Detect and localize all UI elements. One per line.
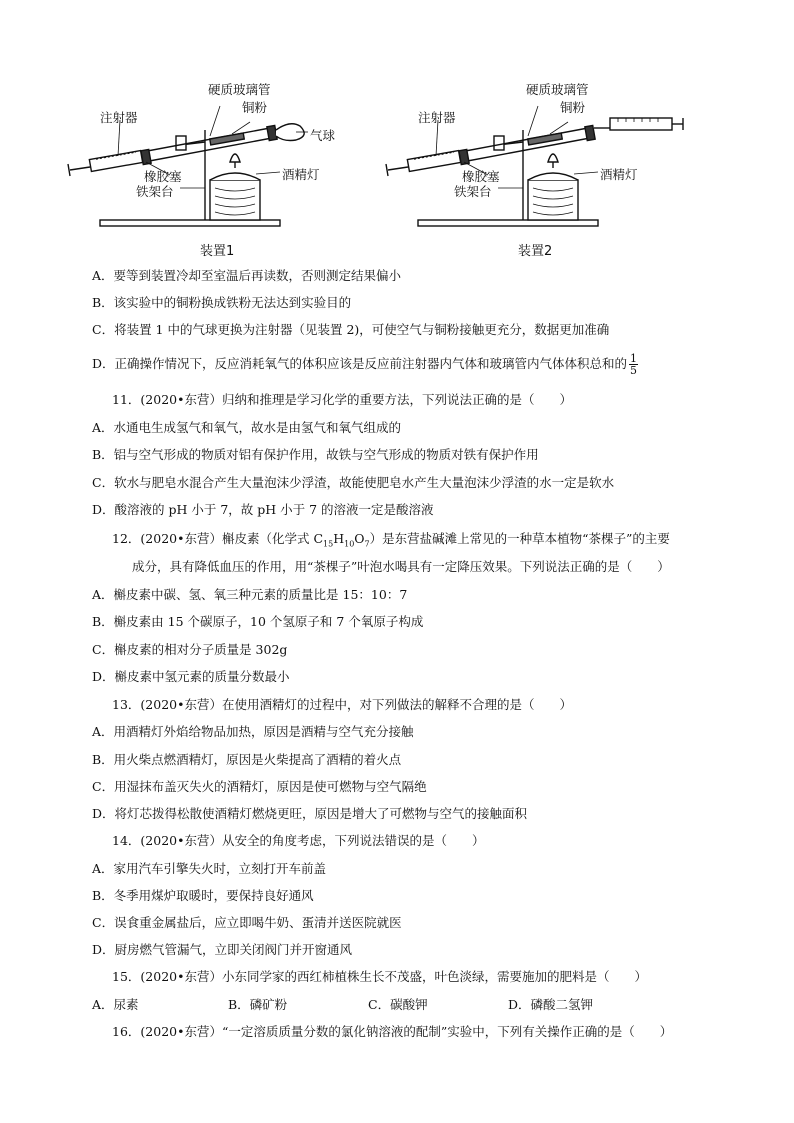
q12-option-d: D．槲皮素中氢元素的质量分数最小 [92,669,290,684]
q10-option-c: C．将装置 1 中的气球更换为注射器（见装置 2)，可使空气与铜粉接触更充分，数据更加准确 [92,322,610,337]
q12-stem-d: ）是东营盐碱滩上常见的一种草本植物“茶棵子”的主要 [369,531,670,546]
figure-2-caption: 装置2 [518,244,553,259]
q14-option-b: B．冬季用煤炉取暖时，要保持良好通风 [92,888,314,903]
apparatus-1-figure [60,70,400,265]
fraction-denominator: 5 [630,364,638,377]
q16-stem: 16．(2020•东营）“一定溶质质量分数的氯化钠溶液的配制”实验中，下列有关操作正确的是（ ） [112,1024,673,1039]
q10-option-d [92,353,638,376]
q12-option-b: B．槲皮素由 15 个碳原子，10 个氢原子和 7 个氧原子构成 [92,614,424,629]
label-stand: 铁架台 [136,184,174,199]
q12-stem [112,531,670,553]
q10-option-a: A．要等到装置冷却至室温后再读数，否则测定结果偏小 [92,268,402,283]
label-copper: 铜粉 [560,100,586,115]
fraction-numerator: 1 [630,352,638,365]
fraction-one-fifth [629,353,638,376]
q14-option-c: C．误食重金属盐后，应立即喝牛奶、蛋清并送医院就医 [92,915,402,930]
label-stopper: 橡胶塞 [462,169,500,184]
q12-stem-continuation: 成分，具有降低血压的作用，用“茶棵子”叶泡水喝具有一定降压效果。下列说法正确的是（ ） [132,559,670,574]
q11-option-b: B．铝与空气形成的物质对铝有保护作用，故铁与空气形成的物质对铁有保护作用 [92,447,539,462]
apparatus-2-figure [378,70,718,265]
q12-option-c: C．槲皮素的相对分子质量是 302g [92,642,288,657]
apparatus-2-drawing [378,70,718,265]
apparatus-figures [60,70,740,265]
label-copper: 铜粉 [242,100,268,115]
q13-option-c: C．用湿抹布盖灭失火的酒精灯，原因是使可燃物与空气隔绝 [92,779,427,794]
figure-1-caption: 装置1 [200,244,235,259]
label-hard-tube: 硬质玻璃管 [526,82,589,97]
label-lamp: 酒精灯 [600,167,638,182]
q13-option-b: B．用火柴点燃酒精灯，原因是火柴提高了酒精的着火点 [92,752,402,767]
label-syringe: 注射器 [100,110,138,125]
label-hard-tube: 硬质玻璃管 [208,82,271,97]
q12-stem-a: 12．(2020•东营）槲皮素（化学式 C [112,531,324,546]
q14-stem: 14．(2020•东营）从安全的角度考虑，下列说法错误的是（ ） [112,833,485,848]
q13-option-d: D．将灯芯拨得松散使酒精灯燃烧更旺，原因是增大了可燃物与空气的接触面积 [92,806,528,821]
q11-stem: 11．(2020•东营）归纳和推理是学习化学的重要方法，下列说法正确的是（ ） [112,392,572,407]
q11-option-c: C．软水与肥皂水混合产生大量泡沫少浮渣，故能使肥皂水产生大量泡沫少浮渣的水一定是软水 [92,475,615,490]
q10-option-b: B．该实验中的铜粉换成铁粉无法达到实验目的 [92,295,352,310]
q15-option-d: D．磷酸二氢钾 [508,997,594,1012]
apparatus-1-drawing [60,70,400,265]
label-balloon: 气球 [310,128,336,143]
label-lamp: 酒精灯 [282,167,320,182]
q11-option-d: D．酸溶液的 pH 小于 7，故 pH 小于 7 的溶液一定是酸溶液 [92,502,434,517]
q12-sub-h: 10 [344,539,355,549]
q14-option-d: D．厨房燃气管漏气，立即关闭阀门并开窗通风 [92,942,353,957]
q12-sub-c: 15 [323,539,334,549]
q13-option-a: A．用酒精灯外焰给物品加热，原因是酒精与空气充分接触 [92,724,414,739]
q11-option-a: A．水通电生成氢气和氧气，故水是由氢气和氧气组成的 [92,420,402,435]
q12-option-a: A．槲皮素中碳、氢、氧三种元素的质量比是 15：10：7 [92,587,408,602]
q13-stem: 13．(2020•东营）在使用酒精灯的过程中，对下列做法的解释不合理的是（ ） [112,697,572,712]
label-stand: 铁架台 [454,184,492,199]
q12-stem-c: O [354,531,365,546]
q15-option-c: C．碳酸钾 [368,997,428,1012]
q14-option-a: A．家用汽车引擎失火时，立刻打开车前盖 [92,861,327,876]
label-stopper: 橡胶塞 [144,169,182,184]
q15-option-a: A．尿素 [92,997,139,1012]
q12-sub-o: 7 [364,539,370,549]
label-syringe: 注射器 [418,110,456,125]
q10-option-d-text: D．正确操作情况下，反应消耗氧气的体积应该是反应前注射器内气体和玻璃管内气体体积总和的 [92,356,628,371]
q15-option-b: B．磷矿粉 [228,997,288,1012]
q15-stem: 15．(2020•东营）小东同学家的西红柿植株生长不茂盛，叶色淡绿，需要施加的肥料是（ ） [112,969,647,984]
q12-stem-b: H [333,531,345,546]
